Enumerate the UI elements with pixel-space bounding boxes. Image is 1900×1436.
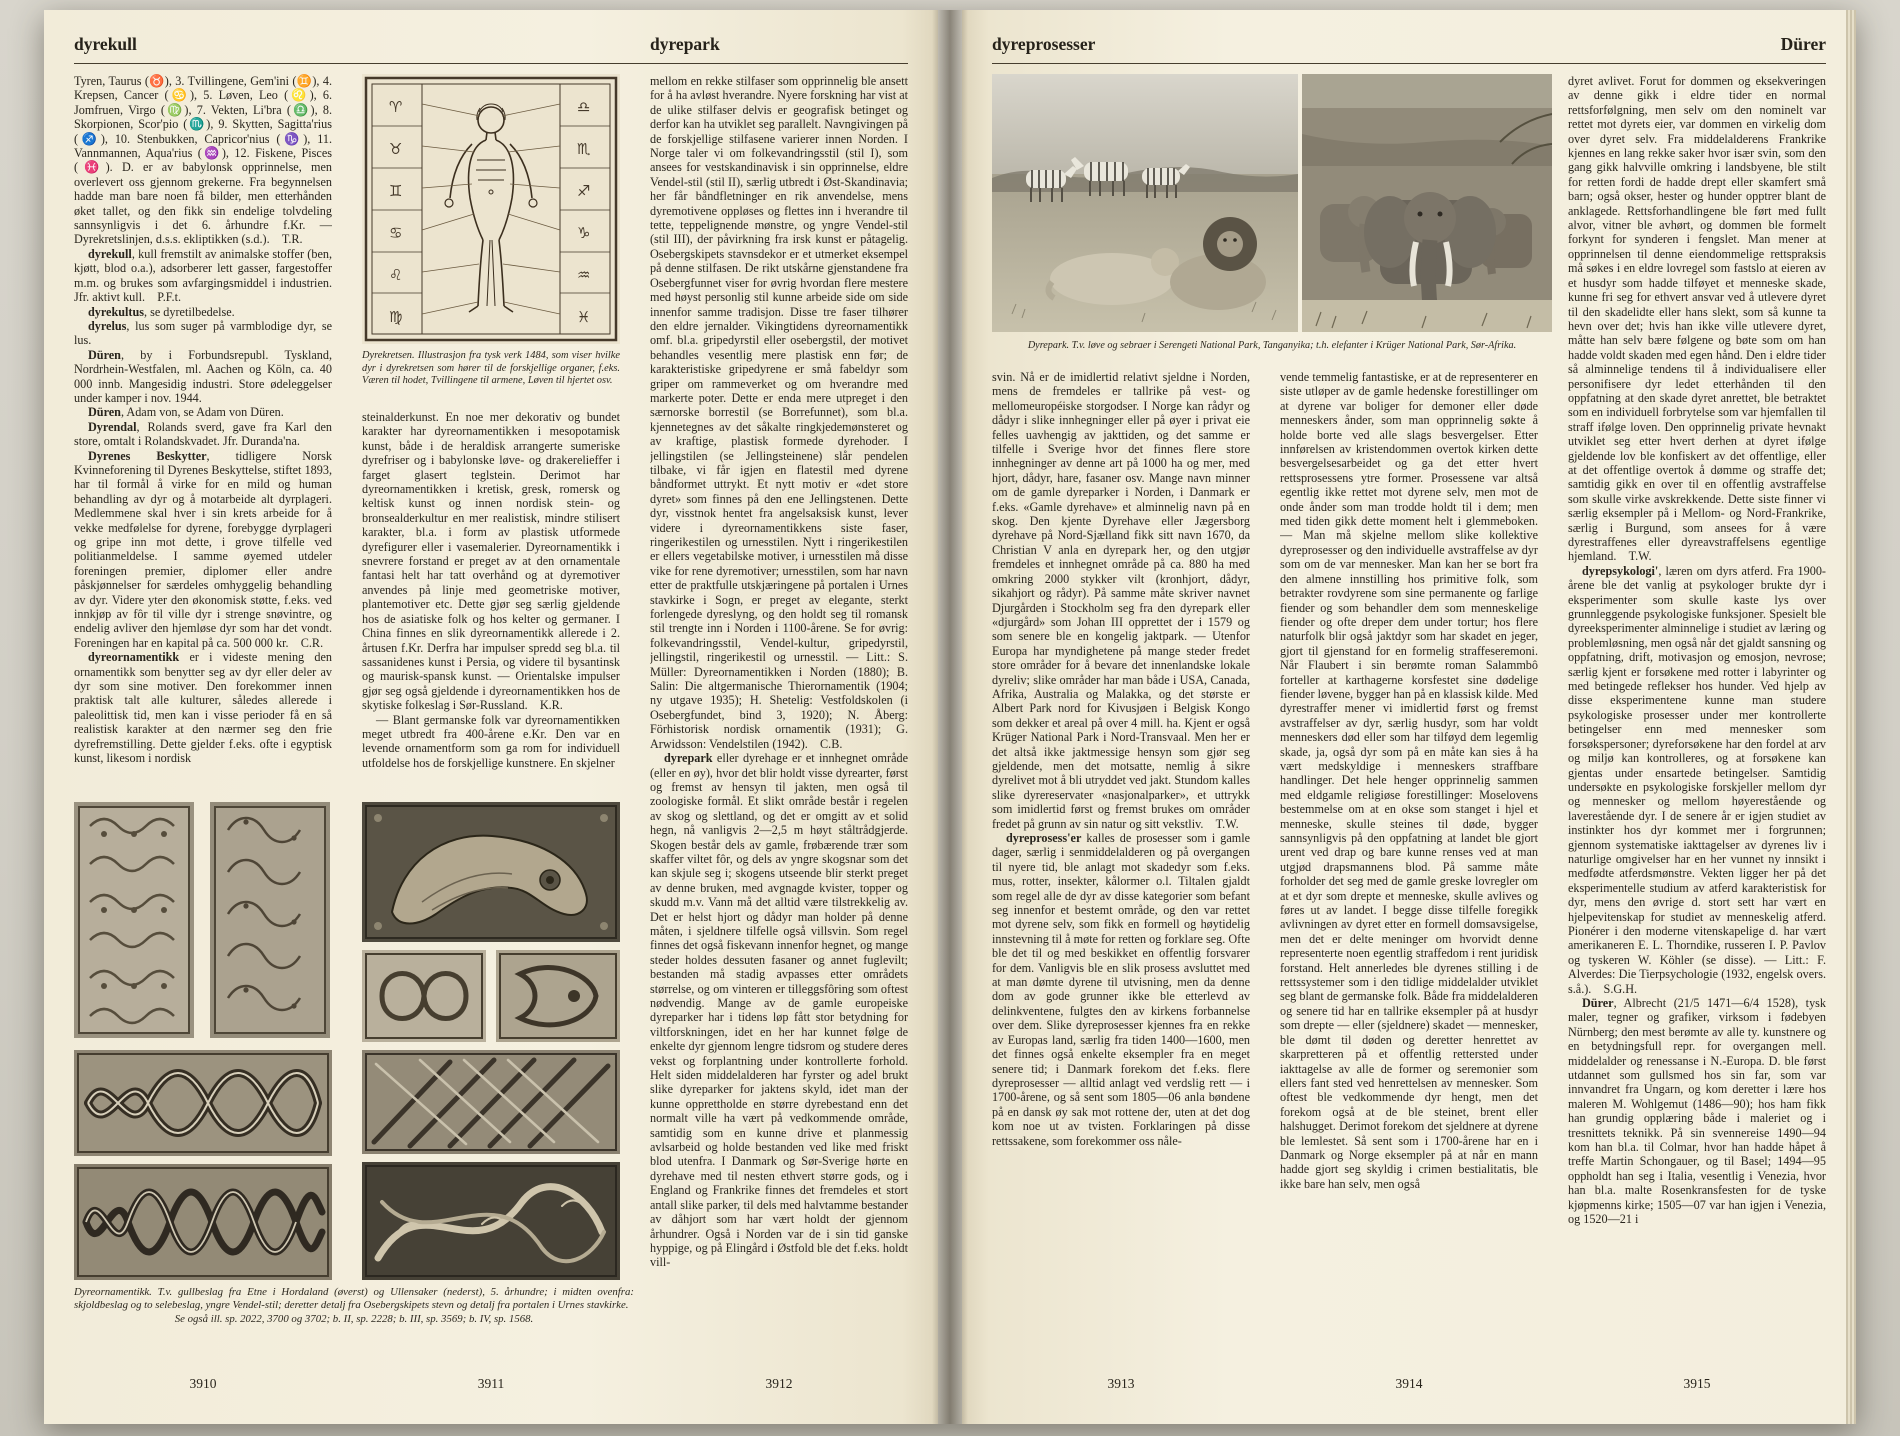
- photo-lion-and-zebras: [992, 74, 1298, 332]
- paragraph: Dyrendal, Rolands sverd, gave fra Karl den store, omtalt i Rolandskvadet. Jfr. Duranda'na.: [74, 419, 332, 449]
- entry-headword: dyreprosess'er: [1006, 831, 1082, 845]
- left-column-3: [650, 74, 908, 1364]
- right-column-3: [1568, 74, 1826, 1364]
- paragraph: Düren, Adam von, se Adam von Düren.: [88, 405, 284, 420]
- entry-headword: Dürer: [1582, 996, 1614, 1010]
- svg-text:♒: ♒: [577, 266, 591, 284]
- header-rule: [992, 63, 1826, 64]
- ornament-plate-caption: [74, 1286, 634, 1327]
- entry-headword: dyrepark: [664, 751, 713, 766]
- photo-elephants: [1302, 74, 1552, 332]
- paragraph: vende temmelig fantastiske, er at de representerer en siste utløper av de gamle hedenske forestillinger om at dyrene var boliger for demoner eller døde menneskers ånder, som man opprinnelig søkte å holde borte ved alle slags besvergelser. Etter innførelsen av kristendommen overtok kirken dette besvergelsesarbeidet og ga det etter hvert rettsprosessens ytre former. Prosessene var altså egentlig ikke rettet mot dyrene selv, men mot de onde ånder som man trodde holdt til i dem; men med tiden gikk dette moment helt i glemmeboken. — Man må skjelne mellom slike kollektive dyreprosesser og den individuelle avstraffelse av dyr som om de var mennesker. Man kan her se bort fra den almene innstilling hos primitive folk, som betrakter rovdyrene som sine permanente og farlige fiender og som behandler dem som menneskelige fiender og ofte dreper dem under tortur; hos flere naturfolk blir også jaktdyr som har skadet en jeger, gjort til gjenstand for en formelig straffeseremoni. Når Flaubert i sin berømte roman Salammbô forteller at karthagerne korsfestet sine dødelige fiender løvene, bygger han på en klassisk kilde. Med dyrestraffer mener vi imidlertid først og fremst avstraffelser av dyr, særlig husdyr, som har voldt menneskers død eller som har tilføyd dem legemlig skade, ja, også dyr som på en måte kan sies å ha vært medskyldige i menneskers straffbare handlinger. Det hele henger opprinnelig sammen med eldgamle religiøse forestillinger: Moselovens bestemmelse om at en okse som stanget i hjel et menneske, skulle steines til døde, bygger sannsynligvis på den oppfatning at landet ble gjort urent ved drap og bare kunne renses ved at man utgjød drapsmannens blod. På samme måte forholder det seg med de gamle greske lovregler om at et dyr som drepte et menneske, skulle avlives og føres ut av landet. I begge disse tilfelle foregikk avlivningen av dyret etter en formell domsavsigelse, men det er delte meninger om hvorvidt denne representerte noen egentlig straffedom i rent juridisk forstand. Helt annerledes ble dyrenes stilling i de rettssystemer som i den tidlige middelalder utviklet seg blant de germanske folk. Både fra middelalderen og senere tid har en tallrike eksempler på at husdyr som drepte — eller (sjeldnere) skadet — mennesker, ble dømt til døden og deretter henrettet av skarpretteren på et offentlig rettersted under iakttagelse av alle de former og seremonier som ellers fant sted ved henrettelsen av mennesker. Som oftest ble vedkommende dyr hengt, men det forekom også at de ble steinet, brent eller halshugget. Derimot forekom det sjeldnere at dyrene ble lemlestet. Så sent som i 1700-årene har en i Danmark og Norge eksempler på at når en mann hadde gjort seg skyldig i crimen bestialitatis, ble ikke bare han selv, men også: [1280, 370, 1538, 1191]
- gold-mount-strip-ullensaker-icon: [210, 802, 330, 1038]
- paragraph: dyrepsykologi', læren om dyrs atferd. Fra 1900-årene ble det vanlig at psykologer brukte dyr i eksperimenter som skulle kaste lys over grunnleggende psykologiske funksjoner. Spesielt ble dyreeksperimenter alminnelige i studiet av læring og problemløsning, men også når det gjaldt sansning og oppfatning, drift, motivasjon og emosjon, nevrose; særlig kjent er forsøkene med rotter i labyrinter og med betingede reflekser hos hunder. Ved hjelp av disse eksperimentene kunne man studere psykologiske prosesser under mer kontrollerte betingelser enn med mennesker som forsøkspersoner; dyreforsøkene har den fordel at arv og miljø kan kontrolleres, og at forsøkene kan gjentas under ensartede betingelser. Samtidig undersøkte en psykologiske forskjeller mellom dyr og mennesker og mellom høyerestående og laverestående dyr. I de senere år er igjen studiet av instinkter hos dyr kommet mer i forgrunnen; gjennom systematiske iakttagelser av dyrenes liv i naturlige omgivelser har en her vunnet ny innsikt i medfødte atferdsmønstre. Vekten ligger her på det eksperimentelle studium av atferd karakteristisk for dyr, mens den øvrige d. stort sett har vært en hjelpevitenskap for studiet av menneskelig atferd. Pionérer i den moderne vitenskapelige d. har vært amerikaneren E. L. Thorndike, russeren I. P. Pavlov og tyskeren W. Köhler (se disse). — Litt.: F. Alverdes: Die Tierpsychologie (1932, engelsk overs. s.å.). S.G.H.: [1568, 563, 1826, 996]
- page-edge-stack: [1846, 10, 1856, 1424]
- interlace-band-icon: [74, 1050, 332, 1156]
- svg-text:♍: ♍: [389, 308, 403, 326]
- oseberg-stem-carving-icon: [362, 1050, 620, 1154]
- svg-text:♑: ♑: [577, 224, 591, 242]
- svg-text:♏: ♏: [577, 140, 591, 158]
- entry-headword: dyrekultus: [88, 304, 144, 319]
- illustration-caption: Dyrekretsen. Illustrasjon fra tysk verk 1484, som viser hvilke dyr i dyrekretsen som hører til de forskjellige organer, f.eks. Væren til hodet, Tvillingene til armene, Løven til hjertet osv.: [362, 350, 620, 387]
- entry-headword: dyrekull: [88, 246, 132, 261]
- running-head-last-entry: Dürer: [1780, 34, 1826, 54]
- paragraph: dyreornamentikk er i videste mening den ornamentikk som benytter seg av dyr eller deler av dyr som sine motiver. Den forekommer innen praktisk talt alle kulturer, således allerede i paleolittisk tid, men kan i visse perioder få en så realistisk karakter at den nærmer seg den frie dyrefremstilling. Dette gjelder f.eks. ofte i egyptisk kunst, likesom i nordisk: [74, 650, 332, 766]
- column-number: 3913: [1107, 1376, 1135, 1391]
- book-spine: [932, 10, 968, 1424]
- entry-headword: dyrepsykologi': [1582, 563, 1659, 578]
- zodiac-man-illustration: [362, 74, 620, 344]
- left-page-content: [74, 74, 908, 1364]
- paragraph: steinalderkunst. En noe mer dekorativ og bundet karakter har dyreornamentikken i mesopotamisk kunst, både i de heraldisk arrangerte sumeriske dyrefriser og i babylonske løve- og drakerelieffer i farget glasert teglstein. Derimot har dyreornamentikken i kretisk, gresk, romersk og keltisk kunst og innen nordisk stein- og bronsealderkultur en mer realistisk, mindre stilisert karakter, bl.a. i form av plastisk utformede dyrefigurer eller i vasemalerier. Dyreornamentikk i snevrere forstand er preget av at den ornamentale fantasi helt har tatt overhånd og at dyremotiver anvendes på linje med geometriske motiver, plantemotiver etc. Dette gjør seg særlig gjeldende hos de asiatiske folk og hos kelter og germaner. I China finnes en slik dyreornamentikk allerede i 2. årtusen f.Kr. Derfra har impulser spredd seg bl.a. til sassanidenes kunst i Persia, og videre til bysantinsk og maurisk-spansk kunst. — Orientalske impulser gjør seg også gjeldende i dyreornamentikken hos de skytiske folkeslag i Sør-Russland. K.R.: [362, 410, 620, 713]
- svg-text:♈: ♈: [389, 98, 403, 116]
- right-column-1: [992, 370, 1250, 1364]
- paragraph: Tyren, Taurus (♉), 3. Tvillingene, Gem'ini (♊), 4. Krepsen, Cancer (♋), 5. Løven, Leo (♌), 6. Jomfruen, Virgo (♍), 7. Vekten, Li'bra (♎), 8. Skorpionen, Scor'pio (♏), 9. Skytten, Sagitta'rius (♐), 10. Stenbukken, Capricor'nius (♑), 11. Vannmannen, Aqua'rius (♒), 12. Fiskene, Pisces (♓). D. er av babylonsk opprinnelse, men overlevert oss gjennom grekerne. Fra begynnelsen hadde man bare noen få bilder, men etterhånden øket tallet, og den fikk sin endelige tolvdeling sannsynligvis i det 6. århundre f.Kr. — Dyrekretslinjen, d.s.s. ekliptikken (s.d.). T.R.: [74, 74, 332, 247]
- right-page: [962, 10, 1856, 1424]
- paragraph: dyrekull, kull fremstilt av animalske stoffer (ben, kjøtt, blod o.a.), adsorberer lett gasser, fargestoffer m.m. og brukes som avfargingsmiddel i industrien. Jfr. aktivt kull. P.F.t.: [74, 246, 332, 305]
- running-head-left-page: [74, 34, 908, 58]
- header-rule: [74, 63, 908, 64]
- dyrepark-photographs: [992, 74, 1552, 332]
- left-column-1: [74, 74, 332, 790]
- paragraph: dyreprosess'er kalles de prosesser som i gamle dager, særlig i senmiddelalderen og på overgangen til nyere tid, ble anlagt mot skadedyr som f.eks. mus, rotter, insekter, kålormer o.l. Tiltalen gjaldt som regel alle de dyr av disse kategorier som befant seg innenfor et bestemt område, og den var rettet mot dyrene selv, som fikk en formell og høytidelig innstevning til å møte for retten og forklare seg. Ofte ble det til og med beskikket en offentlig forsvarer for dem. Vanligvis ble en slik prosess avsluttet med at man dømte dyrene til utvisning, men da denne dom av gode grunner ikke ble etterlevd av delinkventene, fulgtes den av kirkens forbannelse over dem. Slike dyreprosesser kjennes fra en rekke av Europas land, særlig fra tiden 1400—1600, men det finnes også enkelte eksempler fra en meget senere tid; i Danmark forekom det f.eks. flere dyreprosesser — alltid anlagt ved verdslig rett — i 1700-årene, og så sent som 1805—06 anla bøndene på en dansk øy sak mot rottene der, uten at det dog kom noe ut av tvisten. Forklaringen på disse rettssakene, som forekommer oss nåle-: [992, 831, 1250, 1148]
- paragraph: dyrekultus, se dyretilbedelse.: [88, 304, 235, 319]
- harness-mount-icon: [496, 950, 620, 1042]
- svg-text:♎: ♎: [577, 98, 591, 116]
- right-page-content: [992, 74, 1826, 1364]
- zodiac-man-woodcut: [362, 74, 620, 344]
- paragraph: Dyrenes Beskytter, tidligere Norsk Kvinneforening til Dyrenes Beskyttelse, stiftet 1893, har til formål å virke for en mild og human behandling av dyr og å motarbeide alt dyrplageri. Medlemmene skal hver i sin krets arbeide for å vekke medfølelse for dyrene, forebygge dyrplageri og gripe inn mot dette, i grove tilfelle ved politianmeldelse. I samme øyemed utdeler foreningen premier, diplomer eller andre påskjønnelser for særdeles omhyggelig behandling av dyr. Videre yter den økonomisk støtte, f.eks. ved innkjøp av fôr til ville dyr i strenge snøvintre, og endelig avliver den hjemløse dyr som har det vondt. Foreningen har en kapital på ca. 500 000 kr. C.R.: [74, 448, 332, 650]
- entry-headword: dyrelus: [88, 318, 127, 333]
- running-head-first-entry: dyrekull: [74, 34, 137, 54]
- entry-headword: Düren: [88, 405, 121, 420]
- svg-text:♐: ♐: [577, 182, 591, 200]
- gold-mount-strip-etne-icon: [74, 802, 194, 1038]
- paragraph: mellom en rekke stilfaser som opprinnelig ble ansett for å ha avløst hverandre. Nyere forskning har vist at de ulike stilfaser delvis er geografisk betinget og derfor kan ha utviklet seg parallelt. Navngivingen på de forskjellige stilfasene varierer innen Norden. I Norge taler vi om folkevandringsstil (stil I), som ansees for vestskandinavisk i sin opprinnelse, eldre Vendel-stil (stil II), særlig utbredt i Øst-Skandinavia; her får båndfletninger en rik anvendelse, mens dyremotivene oppløses og flettes inn i hverandre til tette, teppelignende mønstre, og yngre Vendel-stil (stil III), der påvirkning fra irsk kunst er påtagelig. Osebergskipets stavnsdekor er et utmerket eksempel på denne stilfasen. De rikt utskårne gjenstandene fra Osebergfunnet viser for øvrig hvordan flere mestere med høyst personlig stil kunne arbeide side om side innenfor samme tradisjon. Disse tre faser tilhører den eldre jernalder. Vikingtidens dyreornamentikk omf. bl.a. gripedyrstil eller osebergstil, der motivet behandles vesentlig mere plastisk enn før; de karakteristiske gripedyrene er små fabeldyr som griper om rammeverket og om hverandre med markerte poter. Dette er enda mere utpreget i den særnorske borrestil (se Borrefunnet), som bl.a. kjennetegnes av det såkalte ringkjedemønsteret og av kraftige, plastisk formede dyrehoder. I jellingstilen (se Jellingsteinene) slår pendelen tilbake, vi får igjen en flatestil med dyrene båndformet uttrykt. Et nytt motiv er «det store dyret» som finnes på den ene Jellingstenen. Dette dyr, visstnok hentet fra angelsaksisk kunst, lever videre i dyreornamentikkens siste faser, ringerikestilen og urnesstilen. Nytt i ringerikestilen er ellers vegetabilske motiver, i urnesstilen må disse vike for rene dyremotiver; urnesstilen, som har navn etter de praktfulle utskjæringene på portalen i Urnes stavkirke i Sogn, er preget av elegante, sterkt forlengede dyreslyng, og den holdt seg til romansk stil trengte inn i Norden i 1100-årene. Se for øvrig: folkevandringsstil, Vendel-kultur, gripedyrstil, jellingstil, ringerikestil og urnesstil. — Litt.: S. Müller: Dyreornamentikken i Norden (1880); B. Salin: Die altgermanische Thierornamentik (1904; ny utgave 1935); H. Shetelig: Vestfoldskolen (i Osebergfundet, bind 3, 1920); N. Åberg: Förhistorisk nordisk ornamentik (1931); G. Arwidsson: Vendelstilen (1942). C.B.: [650, 74, 908, 751]
- book-spread: [44, 10, 1856, 1424]
- entry-headword: Düren: [88, 347, 121, 362]
- urnes-portal-carving-icon: [362, 1162, 620, 1280]
- photo-caption: Dyrepark. T.v. løve og sebraer i Serengeti National Park, Tanganyika; t.h. elefanter i Krüger National Park, Sør-Afrika.: [1027, 340, 1517, 351]
- right-column-2: [1280, 370, 1538, 1364]
- running-head-first-entry: dyreprosesser: [992, 34, 1096, 54]
- column-number: 3910: [189, 1376, 217, 1391]
- svg-text:♌: ♌: [389, 266, 403, 284]
- column-number: 3914: [1395, 1376, 1423, 1391]
- running-head-right-page: [992, 34, 1826, 58]
- left-page: [44, 10, 938, 1424]
- svg-text:♋: ♋: [389, 224, 403, 242]
- paragraph: dyret avlivet. Forut for dommen og eksekveringen av denne gikk i eldre tider en normal rettsforfølgning, men selv om den nominelt var rettet mot dyrets eier, var dommen en virkelig dom over dyret selv. Fra middelalderens Frankrike kjennes en lang rekke saker hvor især svin, som den gang gikk halvville omkring i landsbyene, ble stilt for retten fordi de hadde drept eller skamfert små barn; også okser, hester og hunder opptrer blant de anklagede. Rettsforhandlingene ble ført med fullt alvor, vitner ble avhørt, og dommen ble formelt forkynt for synderen i fengslet. Man mener at opprinnelsen til denne eiendommelige rettspraksis må søkes i en eldre lovregel som fastslo at eieren av et husdyr som hadde tilføyet et menneske skade, kunne fri seg for ethvert ansvar ved å utlevere dyret til den skadelidte eller hans slekt, som så kunne ta hevn over det; hvis han ikke ville utlevere dyret, måtte han selv bære følgene og bøte som om han hadde voldt skaden med egen hånd. Den i eldre tider så alminnelige tendens til å individualisere eller personifisere dyr ledet etterhånden til den oppfatning at den skade dyret anrettet, ble betraktet som en individuell forbrytelse som var hjemfallen til straff ifølge loven. Den opprinnelig private hevnakt utviklet seg etter hvert derhen at dyret ifølge gjeldende lov ble konfiskert av det offentlige, eller at det offentlige overtok å dømme og straffe det; samtidig gikk en over til en offentlig avstraffelse som skulle virke avskrekkende. Dette siste finner vi særlig eksempler på i Mellom- og Nord-Frankrike, særlig i Burgund, som ansees for å være dyrestraffenes eller dyreavstraffelsens egentlige hjemland. T.W.: [1568, 74, 1826, 564]
- left-column-2: [362, 410, 620, 790]
- paragraph: Dürer, Albrecht (21/5 1471—6/4 1528), tysk maler, tegner og grafiker, virksom i fødebyen Nürnberg; den mest berømte av alle ty. kunstnere og en betydningsfull repr. for overgangen mell. middelalder og renessanse i N.-Europa. D. ble først utdannet som gullsmed hos sin far, som var innvandret fra Ungarn, og kom deretter i lære hos maleren M. Wohlgemut (1486—90); hos ham fikk han grundig opplæring både i maleriet og i tresnittets teknikk. På sin svennereise 1490—94 kom han bl.a. til Colmar, hvor han hadde håpet å treffe Martin Schongauer, og til Basel; 1494—95 oppholdt han seg i Italia, vesentlig i Venezia, hvor han bl.a. malte Rosenkransfesten for de tyske kjøpmenns kirke; 1505—07 var han igjen i Venezia, og 1520—21 i: [1568, 996, 1826, 1227]
- ornament-plate: [74, 802, 620, 1280]
- paragraph: — Blant germanske folk var dyreornamentikken meget utbredt fra 400-årene e.Kr. Den var en levende ornamentform som ga rom for individuell utfoldelse hos de forskjellige kunstnere. En skjelner: [362, 712, 620, 770]
- running-head-last-entry: dyrepark: [650, 34, 720, 54]
- entry-headword: dyreornamentikk: [88, 650, 180, 665]
- paragraph: dyrelus, lus som suger på varmblodige dyr, se lus.: [74, 318, 332, 348]
- entry-headword: Dyrenes Beskytter: [88, 448, 207, 463]
- paragraph: svin. Nå er de imidlertid relativt sjeldne i Norden, mens de fremdeles er tallrike på vest- og mellomeuropéiske storgodser. I Norge kan rådyr og dådyr i slike innhegninger eller på øyer i privat eie felles uavhengig av jakttiden, og det samme er tilfelle i Sverige hvor det finnes flere store innhegninger av denne art på 1000 ha og mer, med hjort, dådyr, hare, fasaner osv. Mange navn minner om de gamle dyreparker i Norden, i Danmark er f.eks. «Gamle dyrehave» et alminnelig navn på en skog. Den kjente Dyrehave eller Jægersborg dyrehave på Nord-Sjælland fikk sitt navn 1670, da Christian V anla en dyrepark her, og den utgjør fremdeles et innhegnet område på ca. 880 ha med omkring 2000 stykker vilt (kronhjort, dådyr, sikahjort og rådyr). På samme måte skriver navnet Djurgården i Stockholm seg fra den dyrepark eller «djurgård» som Johan III opprettet der i 1579 og som senere ble en kongelig jaktpark. — Utenfor Europa har myndighetene på mange steder fredet store områder for å bevare det innenlandske lokale dyreliv; slike områder har man både i USA, Canada, Afrika, Australia og Malakka, og det største er Albert Park nord for Kivusjøen i Belgisk Kongo som dekker et areal på over 4 mill. ha. Kjent er også Krüger National Park i Nord-Transvaal. Men her er det altså ikke jaktmessige hensyn som gjør seg gjeldende, men det motsatte, nemlig å sikre dyrelivet mot å bli utryddet ved jakt. Stundom kalles slike dyrereservater «nasjonalparker», et uttrykk som imidlertid først og fremst brukes om områder fredet på grunn av sin natur og sitt vekstliv. T.W.: [992, 370, 1250, 831]
- ornament-caption-see-also: Se også ill. sp. 2022, 3700 og 3702; b. II, sp. 2228; b. III, sp. 3569; b. IV, sp. 1568.: [174, 1313, 534, 1326]
- svg-text:♉: ♉: [389, 140, 403, 158]
- column-number: 3915: [1683, 1376, 1711, 1391]
- interlace-band-icon: [74, 1164, 332, 1280]
- column-number: 3912: [765, 1376, 793, 1391]
- ornament-caption-text: Dyreornamentikk. T.v. gullbeslag fra Etne i Hordaland (øverst) og Ullensaker (nederst), 5. århundre; i midten ovenfra: skjoldbeslag og to selebeslag, yngre Vendel-stil; deretter detalj fra Osebergskipets stevn og detalj fra portalen i Urnes stavkirke.: [74, 1286, 634, 1312]
- paragraph: Düren, by i Forbundsrepubl. Tyskland, Nordrhein-Westfalen, ml. Aachen og Köln, ca. 40 000 innb. Mangesidig industri. Store ødeleggelser under kamper i nov. 1944.: [74, 347, 332, 405]
- harness-mount-icon: [362, 950, 486, 1042]
- svg-text:♓: ♓: [577, 308, 591, 326]
- svg-text:♊: ♊: [389, 182, 403, 200]
- column-number: 3911: [477, 1376, 505, 1391]
- paragraph: dyrepark eller dyrehage er et innhegnet område (eller en øy), hvor det blir holdt visse dyrearter, først og fremst av hensyn til jakten, men også til zoologiske formål. Et slikt område består i regelen av skog og slettland, og det er omgitt av et solid hegn, nå vanligvis 2—2,5 m høyt ståltrådgjerde. Skogen består dels av gamle, frøbærende trær som skaffer viltet fôr, og dels av yngre skogsnar som det kan skjule seg i; skogens utseende blir sterkt preget av denne bruken, med avgnagde kvister, topper og skudd m.v. Vann må det alltid være tilstrekkelig av. Det er helst hjort og dådyr man holder på denne måten, i sjeldnere tilfelle også villsvin. Som regel finnes det også fiskevann innenfor hegnet, og mange steder holdes dessuten fasaner og annet fuglevilt; bestanden må stadig avpasses etter områdets størrelse, og om vinteren er tilleggsfôring som oftest nødvendig. Mange av de gamle europeiske dyreparker har i tidens løp fått stor betydning for viltforskningen, idet en her har kunnet følge de enkelte dyr gjennom lengre tidsrom og studere deres vekst og forplantning under kontrollerte forhold. Helt siden middelalderen har fyrster og adel brukt slike dyreparker for jaktens skyld, idet man der kunne opprettholde en større dyrebestand enn det normalt ville ha vært på vedkommende område, samtidig som en kunne drive et planmessig avlsarbeid og holde bestanden ved like med friskt blod utenfra. I Danmark og Sør-Sverige hørte en dyrehave med til nesten ethvert større gods, og i England og Frankrike finnes det fremdeles et stort antall slike parker, til dels med halvtamme bestander av dåhjort som har vært holdt der gjennom århundrer. Også i Norden var de i sin tid ganske hyppige, og på Elingård i Østfold ble det f.eks. holdt vill-: [650, 751, 908, 1270]
- shield-mount-animal-head-icon: [362, 802, 620, 942]
- entry-headword: Dyrendal: [88, 419, 137, 434]
